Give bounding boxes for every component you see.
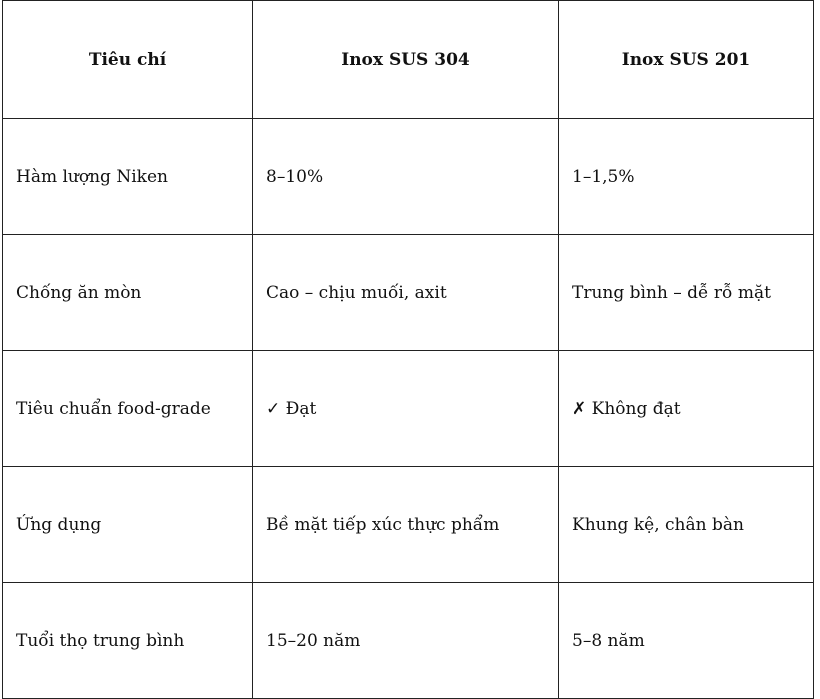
- cell-sus304: 15–20 năm: [253, 583, 559, 699]
- cell-criteria: Hàm lượng Niken: [3, 119, 253, 235]
- table-row: [3, 235, 814, 351]
- cell-criteria: Chống ăn mòn: [3, 235, 253, 351]
- cell-criteria: Tuổi thọ trung bình: [3, 583, 253, 699]
- cell-sus201: 1–1,5%: [559, 119, 814, 235]
- cell-sus201: Trung bình – dễ rỗ mặt: [559, 235, 814, 351]
- cell-sus304: Cao – chịu muối, axit: [253, 235, 559, 351]
- cell-sus201: ✗ Không đạt: [559, 351, 814, 467]
- comparison-table-container: [2, 0, 813, 692]
- table-row: [3, 583, 814, 699]
- cell-criteria: Ứng dụng: [3, 467, 253, 583]
- cell-sus201: Khung kệ, chân bàn: [559, 467, 814, 583]
- table-header-row: [3, 1, 814, 119]
- table-row: [3, 351, 814, 467]
- header-sus201: Inox SUS 201: [559, 1, 814, 119]
- header-sus304: Inox SUS 304: [253, 1, 559, 119]
- cell-sus201: 5–8 năm: [559, 583, 814, 699]
- cell-criteria: Tiêu chuẩn food-grade: [3, 351, 253, 467]
- comparison-table: [2, 0, 814, 699]
- cell-sus304: Bề mặt tiếp xúc thực phẩm: [253, 467, 559, 583]
- table-row: [3, 119, 814, 235]
- header-criteria: Tiêu chí: [3, 1, 253, 119]
- cell-sus304: 8–10%: [253, 119, 559, 235]
- table-row: [3, 467, 814, 583]
- cell-sus304: ✓ Đạt: [253, 351, 559, 467]
